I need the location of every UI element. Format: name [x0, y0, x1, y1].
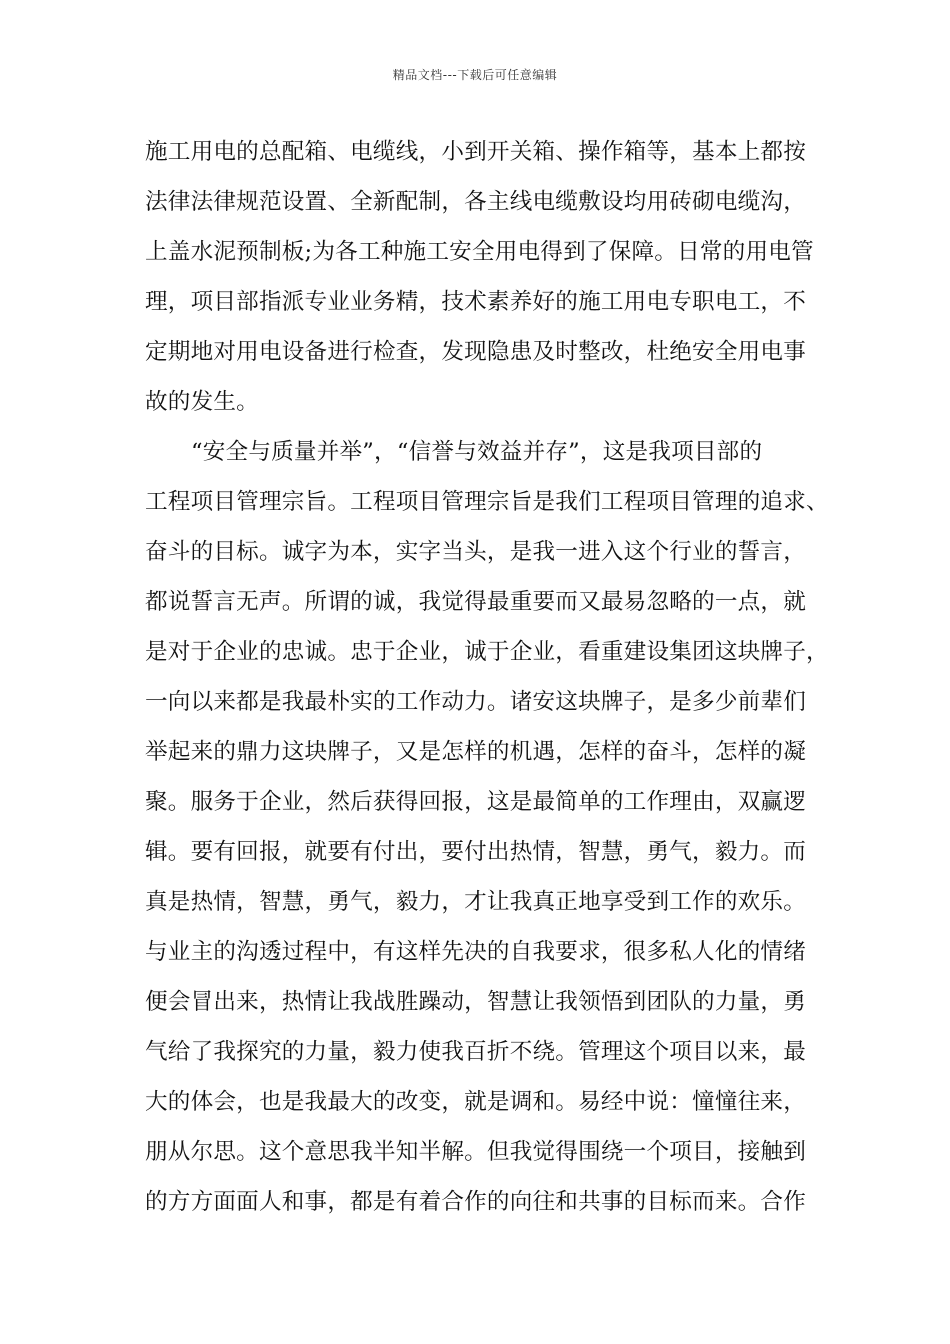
text-line: 朋从尔思。这个意思我半知半解。但我觉得围绕一个项目，接触到 [145, 1139, 807, 1165]
paragraph-2 [145, 430, 829, 1230]
text-line: 法律法律规范设置、全新配制，各主线电缆敷设均用砖砌电缆沟， [145, 189, 807, 215]
text-line: 举起来的鼎力这块牌子，又是怎样的机遇，怎样的奋斗，怎样的凝 [145, 739, 807, 765]
text-line: 是对于企业的忠诚。忠于企业，诚于企业，看重建设集团这块牌子， [145, 639, 829, 665]
text-line: 奋斗的目标。诚字为本，实字当头，是我一进入这个行业的誓言， [145, 539, 807, 565]
text-line: 辑。要有回报，就要有付出，要付出热情，智慧，勇气，毅力。而 [145, 839, 807, 865]
text-line: 故的发生。 [145, 389, 259, 415]
text-line: “安全与质量并举”，“信誉与效益并存”，这是我项目部的 [191, 439, 763, 465]
text-line: 气给了我探究的力量，毅力使我百折不绕。管理这个项目以来，最 [145, 1039, 807, 1065]
text-line: 的方方面面人和事，都是有着合作的向往和共事的目标而来。合作 [145, 1189, 807, 1215]
text-line: 定期地对用电设备进行检查，发现隐患及时整改，杜绝安全用电事 [145, 339, 807, 365]
text-line: 聚。服务于企业，然后获得回报，这是最简单的工作理由，双赢逻 [145, 789, 807, 815]
text-line: 一向以来都是我最朴实的工作动力。诸安这块牌子，是多少前辈们 [145, 689, 807, 715]
page-header: 精品文档---下载后可任意编辑 [392, 68, 558, 82]
text-line: 便会冒出来，热情让我战胜躁动，智慧让我领悟到团队的力量，勇 [145, 989, 807, 1015]
text-line: 理，项目部指派专业业务精，技术素养好的施工用电专职电工，不 [145, 289, 807, 315]
paragraph-1 [145, 130, 815, 430]
text-line: 工程项目管理宗旨。工程项目管理宗旨是我们工程项目管理的追求、 [145, 489, 829, 515]
text-line: 大的体会，也是我最大的改变，就是调和。易经中说：憧憧往来， [145, 1089, 807, 1115]
text-line: 都说誓言无声。所谓的诚，我觉得最重要而又最易忽略的一点，就 [145, 589, 807, 615]
text-line: 真是热情，智慧，勇气，毅力，才让我真正地享受到工作的欢乐。 [145, 889, 807, 915]
body-text [145, 130, 829, 1230]
text-line: 上盖水泥预制板;为各工种施工安全用电得到了保障。日常的用电管 [145, 239, 814, 265]
text-line: 施工用电的总配箱、电缆线，小到开关箱、操作箱等，基本上都按 [145, 139, 807, 165]
text-line: 与业主的沟透过程中，有这样先决的自我要求，很多私人化的情绪 [145, 939, 807, 965]
